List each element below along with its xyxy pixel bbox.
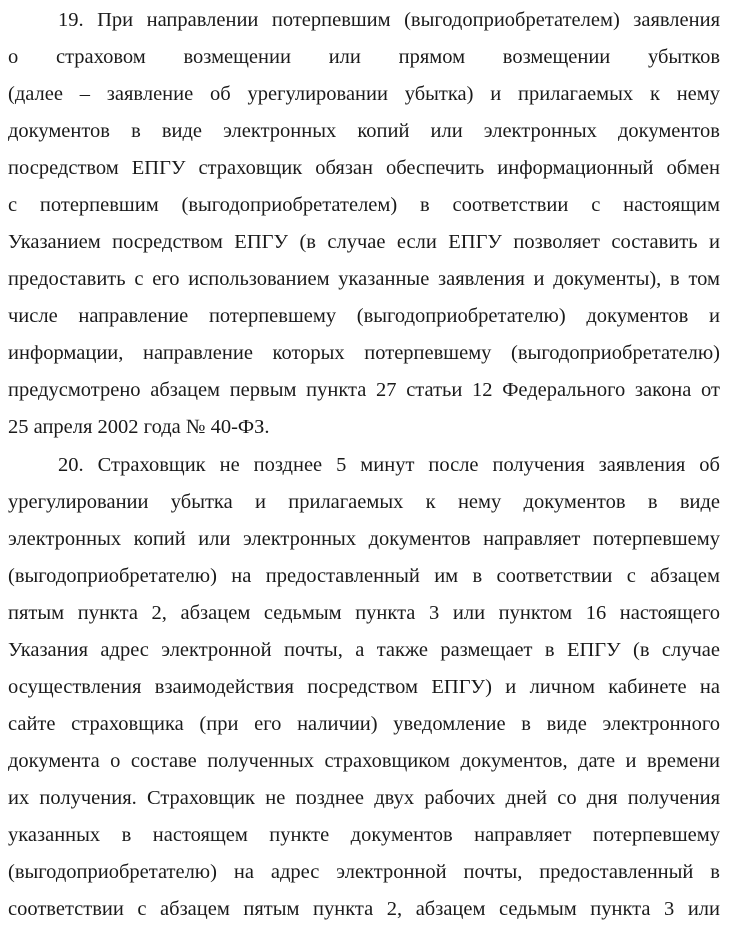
text-line: электронных копий или электронных документов направляет потерпевшему — [8, 528, 720, 550]
text-line: информации, направление которых потерпевшему (выгодоприобретателю) — [8, 342, 720, 364]
text-line: 20. Страховщик не позднее 5 минут после получения заявления об — [58, 454, 720, 476]
text-line: 25 апреля 2002 года № 40-ФЗ. — [8, 416, 270, 438]
text-line: предоставить с его использованием указанные заявления и документы), в том — [8, 268, 720, 290]
text-line: урегулировании убытка и прилагаемых к нему документов в виде — [8, 491, 720, 513]
text-line: их получения. Страховщик не позднее двух рабочих дней со дня получения — [8, 787, 720, 809]
text-line: соответствии с абзацем пятым пункта 2, абзацем седьмым пункта 3 или — [8, 898, 720, 920]
text-line: предусмотрено абзацем первым пункта 27 статьи 12 Федерального закона от — [8, 379, 720, 401]
text-line: Указанием посредством ЕПГУ (в случае если ЕПГУ позволяет составить и — [8, 231, 720, 253]
text-line: с потерпевшим (выгодоприобретателем) в соответствии с настоящим — [8, 194, 720, 216]
text-line: о страховом возмещении или прямом возмещении убытков — [8, 46, 720, 68]
text-line: пятым пункта 2, абзацем седьмым пункта 3 или пунктом 16 настоящего — [8, 602, 720, 624]
text-line: указанных в настоящем пункте документов направляет потерпевшему — [8, 824, 720, 846]
text-line: (выгодоприобретателю) на адрес электронной почты, предоставленный в — [8, 861, 720, 883]
text-line: числе направление потерпевшему (выгодоприобретателю) документов и — [8, 305, 720, 327]
text-line: (выгодоприобретателю) на предоставленный им в соответствии с абзацем — [8, 565, 720, 587]
text-line: осуществления взаимодействия посредством ЕПГУ) и личном кабинете на — [8, 676, 720, 698]
text-line: посредством ЕПГУ страховщик обязан обеспечить информационный обмен — [8, 157, 720, 179]
text-line: (далее – заявление об урегулировании убытка) и прилагаемых к нему — [8, 83, 720, 105]
text-line: документов в виде электронных копий или электронных документов — [8, 120, 720, 142]
text-line: 19. При направлении потерпевшим (выгодоприобретателем) заявления — [58, 9, 720, 31]
text-line: сайте страховщика (при его наличии) уведомление в виде электронного — [8, 713, 720, 735]
text-line: документа о составе полученных страховщиком документов, дате и времени — [8, 750, 720, 772]
text-line: Указания адрес электронной почты, а также размещает в ЕПГУ (в случае — [8, 639, 720, 661]
